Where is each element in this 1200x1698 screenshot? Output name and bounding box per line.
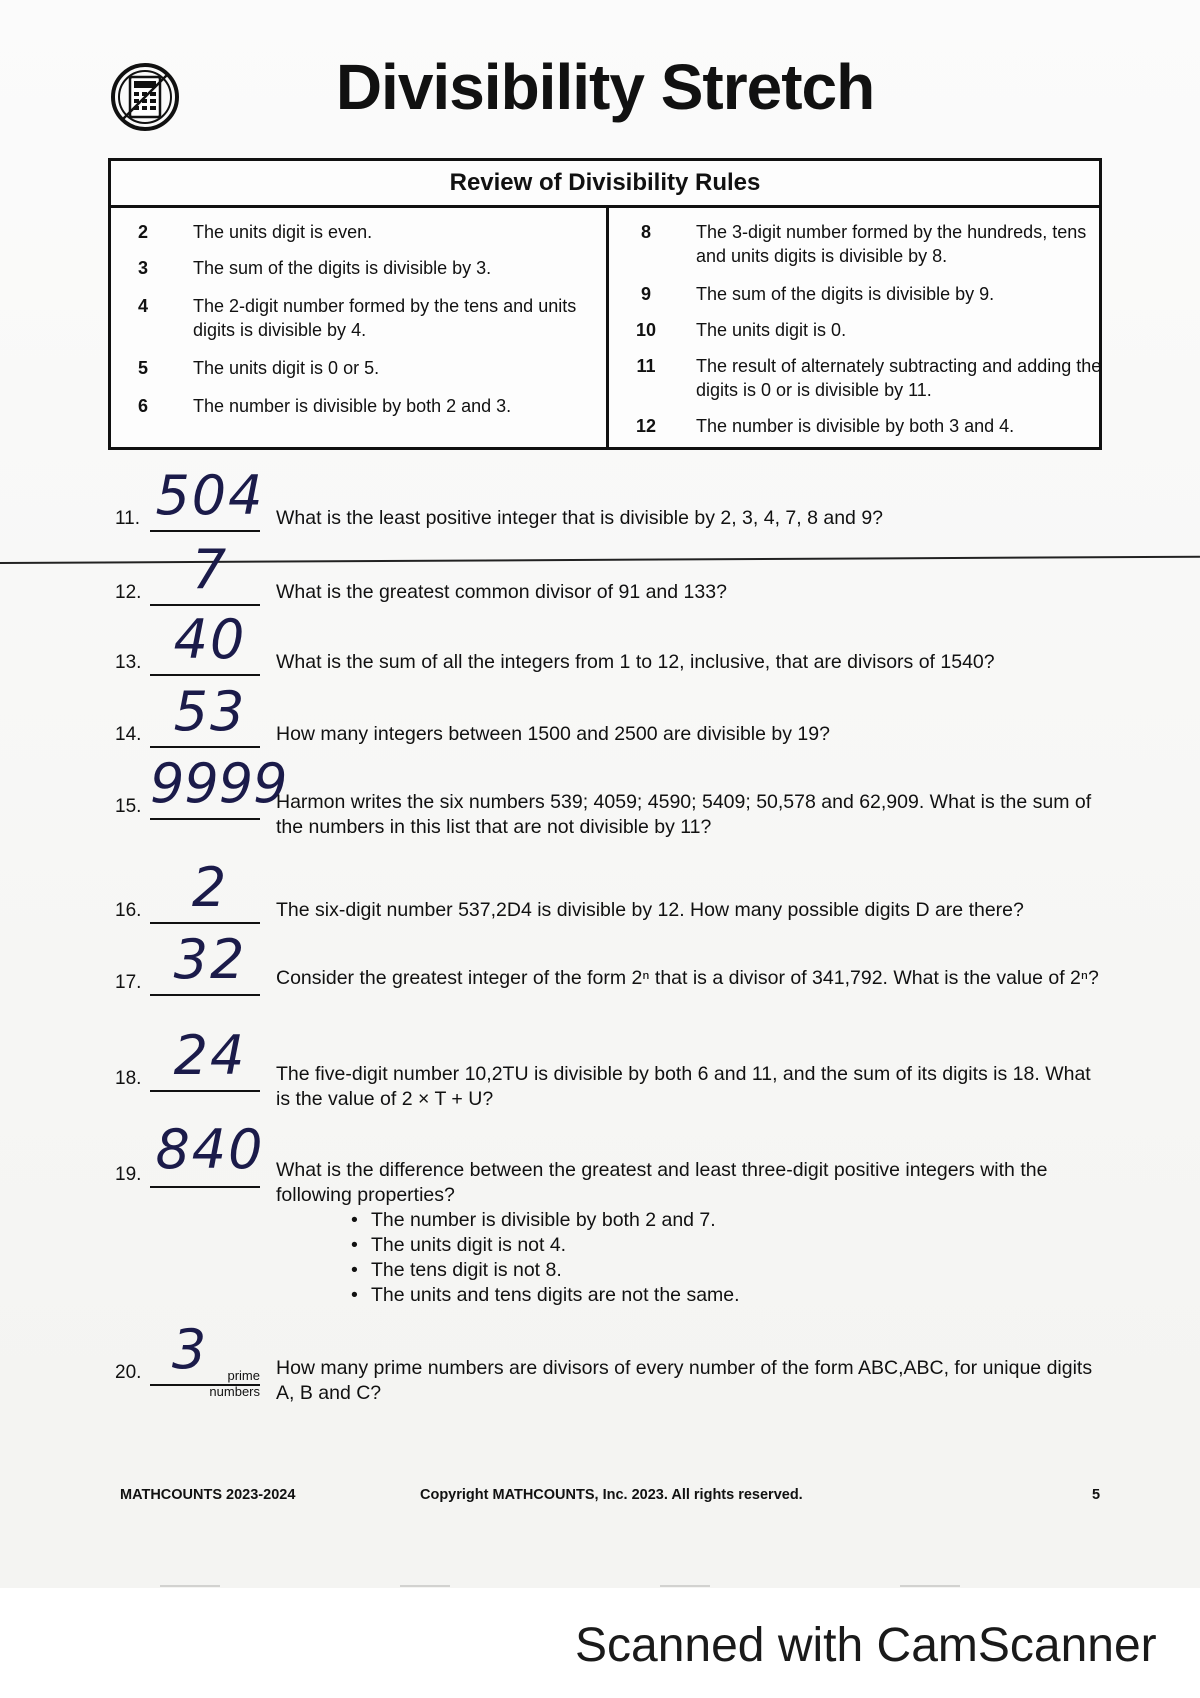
answer-blank[interactable]: [150, 1090, 260, 1092]
scan-speckle: [160, 1585, 220, 1587]
problem-number: 17.: [115, 972, 142, 993]
rule-number: 10: [635, 320, 657, 340]
rule-number: 9: [640, 284, 651, 304]
handwritten-answer[interactable]: 504: [155, 464, 265, 527]
scan-speckle: [900, 1585, 960, 1587]
answer-blank[interactable]: [150, 674, 260, 676]
answer-blank[interactable]: [150, 604, 260, 606]
handwritten-answer[interactable]: 32: [173, 928, 247, 991]
handwritten-answer[interactable]: 7: [191, 538, 229, 601]
rules-table-header: Review of Divisibility Rules: [111, 161, 1099, 208]
answer-blank[interactable]: [150, 922, 260, 924]
list-item: • The units digit is not 4.: [351, 1233, 1106, 1258]
question-text: What is the sum of all the integers from 1 to 12, inclusive, that are divisors of 1540?: [276, 651, 995, 673]
handwritten-answer[interactable]: 2: [191, 856, 229, 919]
problem-number: 14.: [115, 724, 142, 745]
rule-text: The sum of the digits is divisible by 3.: [193, 258, 492, 278]
page-number: 5: [1092, 1487, 1101, 1503]
answer-unit-label: prime numbers: [209, 1368, 260, 1399]
rule-number: 2: [137, 222, 148, 242]
question-text: How many prime numbers are divisors of every number of the form ABC,ABC, for unique digits A, B and C?: [276, 1357, 1093, 1404]
camscanner-watermark: Scanned with CamScanner: [575, 1619, 1157, 1672]
rule-text: The units digit is 0.: [696, 320, 847, 340]
page-title: Divisibility Stretch: [335, 51, 875, 123]
divisibility-rules-table: [108, 158, 1102, 450]
answer-blank[interactable]: [150, 994, 260, 996]
problem-number: 15.: [115, 796, 142, 817]
problem-number: 13.: [115, 652, 142, 673]
handwritten-answer[interactable]: 3: [171, 1318, 209, 1381]
rule-text: The units digit is 0 or 5.: [193, 358, 380, 378]
rule-text: The units digit is even.: [193, 222, 373, 242]
footer-copyright: Copyright MATHCOUNTS, Inc. 2023. All rights reserved.: [420, 1487, 803, 1503]
question-text: How many integers between 1500 and 2500 are divisible by 19?: [276, 723, 830, 745]
rule-number: 6: [137, 396, 148, 416]
rule-number: 8: [640, 222, 651, 242]
answer-blank[interactable]: [150, 818, 260, 820]
problem-number: 11.: [115, 508, 141, 529]
handwritten-answer[interactable]: 9999: [150, 752, 288, 815]
answer-blank[interactable]: [150, 530, 260, 532]
handwritten-answer[interactable]: 840: [155, 1118, 265, 1181]
problem-number: 16.: [115, 900, 142, 921]
list-item: • The units and tens digits are not the same.: [351, 1283, 1106, 1308]
question-block: [276, 1158, 1106, 1308]
scan-speckle: [660, 1585, 710, 1587]
rule-text: The number is divisible by both 2 and 3.: [193, 396, 512, 416]
scan-speckle: [400, 1585, 450, 1587]
answer-blank[interactable]: [150, 746, 260, 748]
rule-number: 5: [137, 358, 148, 378]
question-text: What is the difference between the greatest and least three-digit positive integers with the following properties?: [276, 1159, 1048, 1206]
handwritten-answer[interactable]: 24: [173, 1024, 247, 1087]
rule-text: The 2-digit number formed by the tens and units digits is divisible by 4.: [193, 296, 577, 340]
question-text: What is the least positive integer that is divisible by 2, 3, 4, 7, 8 and 9?: [276, 507, 884, 529]
answer-blank[interactable]: [150, 1186, 260, 1188]
list-item: • The tens digit is not 8.: [351, 1258, 1106, 1283]
question-text: What is the greatest common divisor of 91 and 133?: [276, 581, 727, 603]
rule-number: 11: [636, 356, 656, 376]
question-text: Harmon writes the six numbers 539; 4059; 4590; 5409; 50,578 and 62,909. What is the sum of the numbers in this list that are not divisible by 11?: [276, 791, 1092, 838]
question-text: Consider the greatest integer of the form 2ⁿ that is a divisor of 341,792. What is the value of 2ⁿ?: [276, 967, 1099, 989]
rule-text: The result of alternately subtracting and adding the digits is 0 or is divisible by 11.: [696, 356, 1102, 400]
question-text: The six-digit number 537,2D4 is divisible by 12. How many possible digits D are there?: [276, 899, 1024, 921]
handwritten-answer[interactable]: 53: [173, 680, 247, 743]
handwritten-answer[interactable]: 40: [173, 608, 247, 671]
footer-left: MATHCOUNTS 2023-2024: [120, 1487, 296, 1503]
rule-number: 12: [635, 416, 657, 436]
rule-text: The sum of the digits is divisible by 9.: [696, 284, 995, 304]
rule-text: The 3-digit number formed by the hundreds, tens and units digits is divisible by 8.: [696, 222, 1087, 266]
rule-number: 3: [137, 258, 148, 278]
rule-number: 4: [137, 296, 148, 316]
problem-number: 18.: [115, 1068, 142, 1089]
problem-number: 12.: [115, 582, 142, 603]
list-item: • The number is divisible by both 2 and 7.: [351, 1208, 1106, 1233]
problem-number: 19.: [115, 1164, 142, 1185]
rule-text: The number is divisible by both 3 and 4.: [696, 416, 1015, 436]
question-text: The five-digit number 10,2TU is divisible by both 6 and 11, and the sum of its digits is 18. What is the value of 2 × T + U?: [276, 1063, 1091, 1110]
property-list: [276, 1208, 1106, 1308]
problem-number: 20.: [115, 1362, 142, 1383]
